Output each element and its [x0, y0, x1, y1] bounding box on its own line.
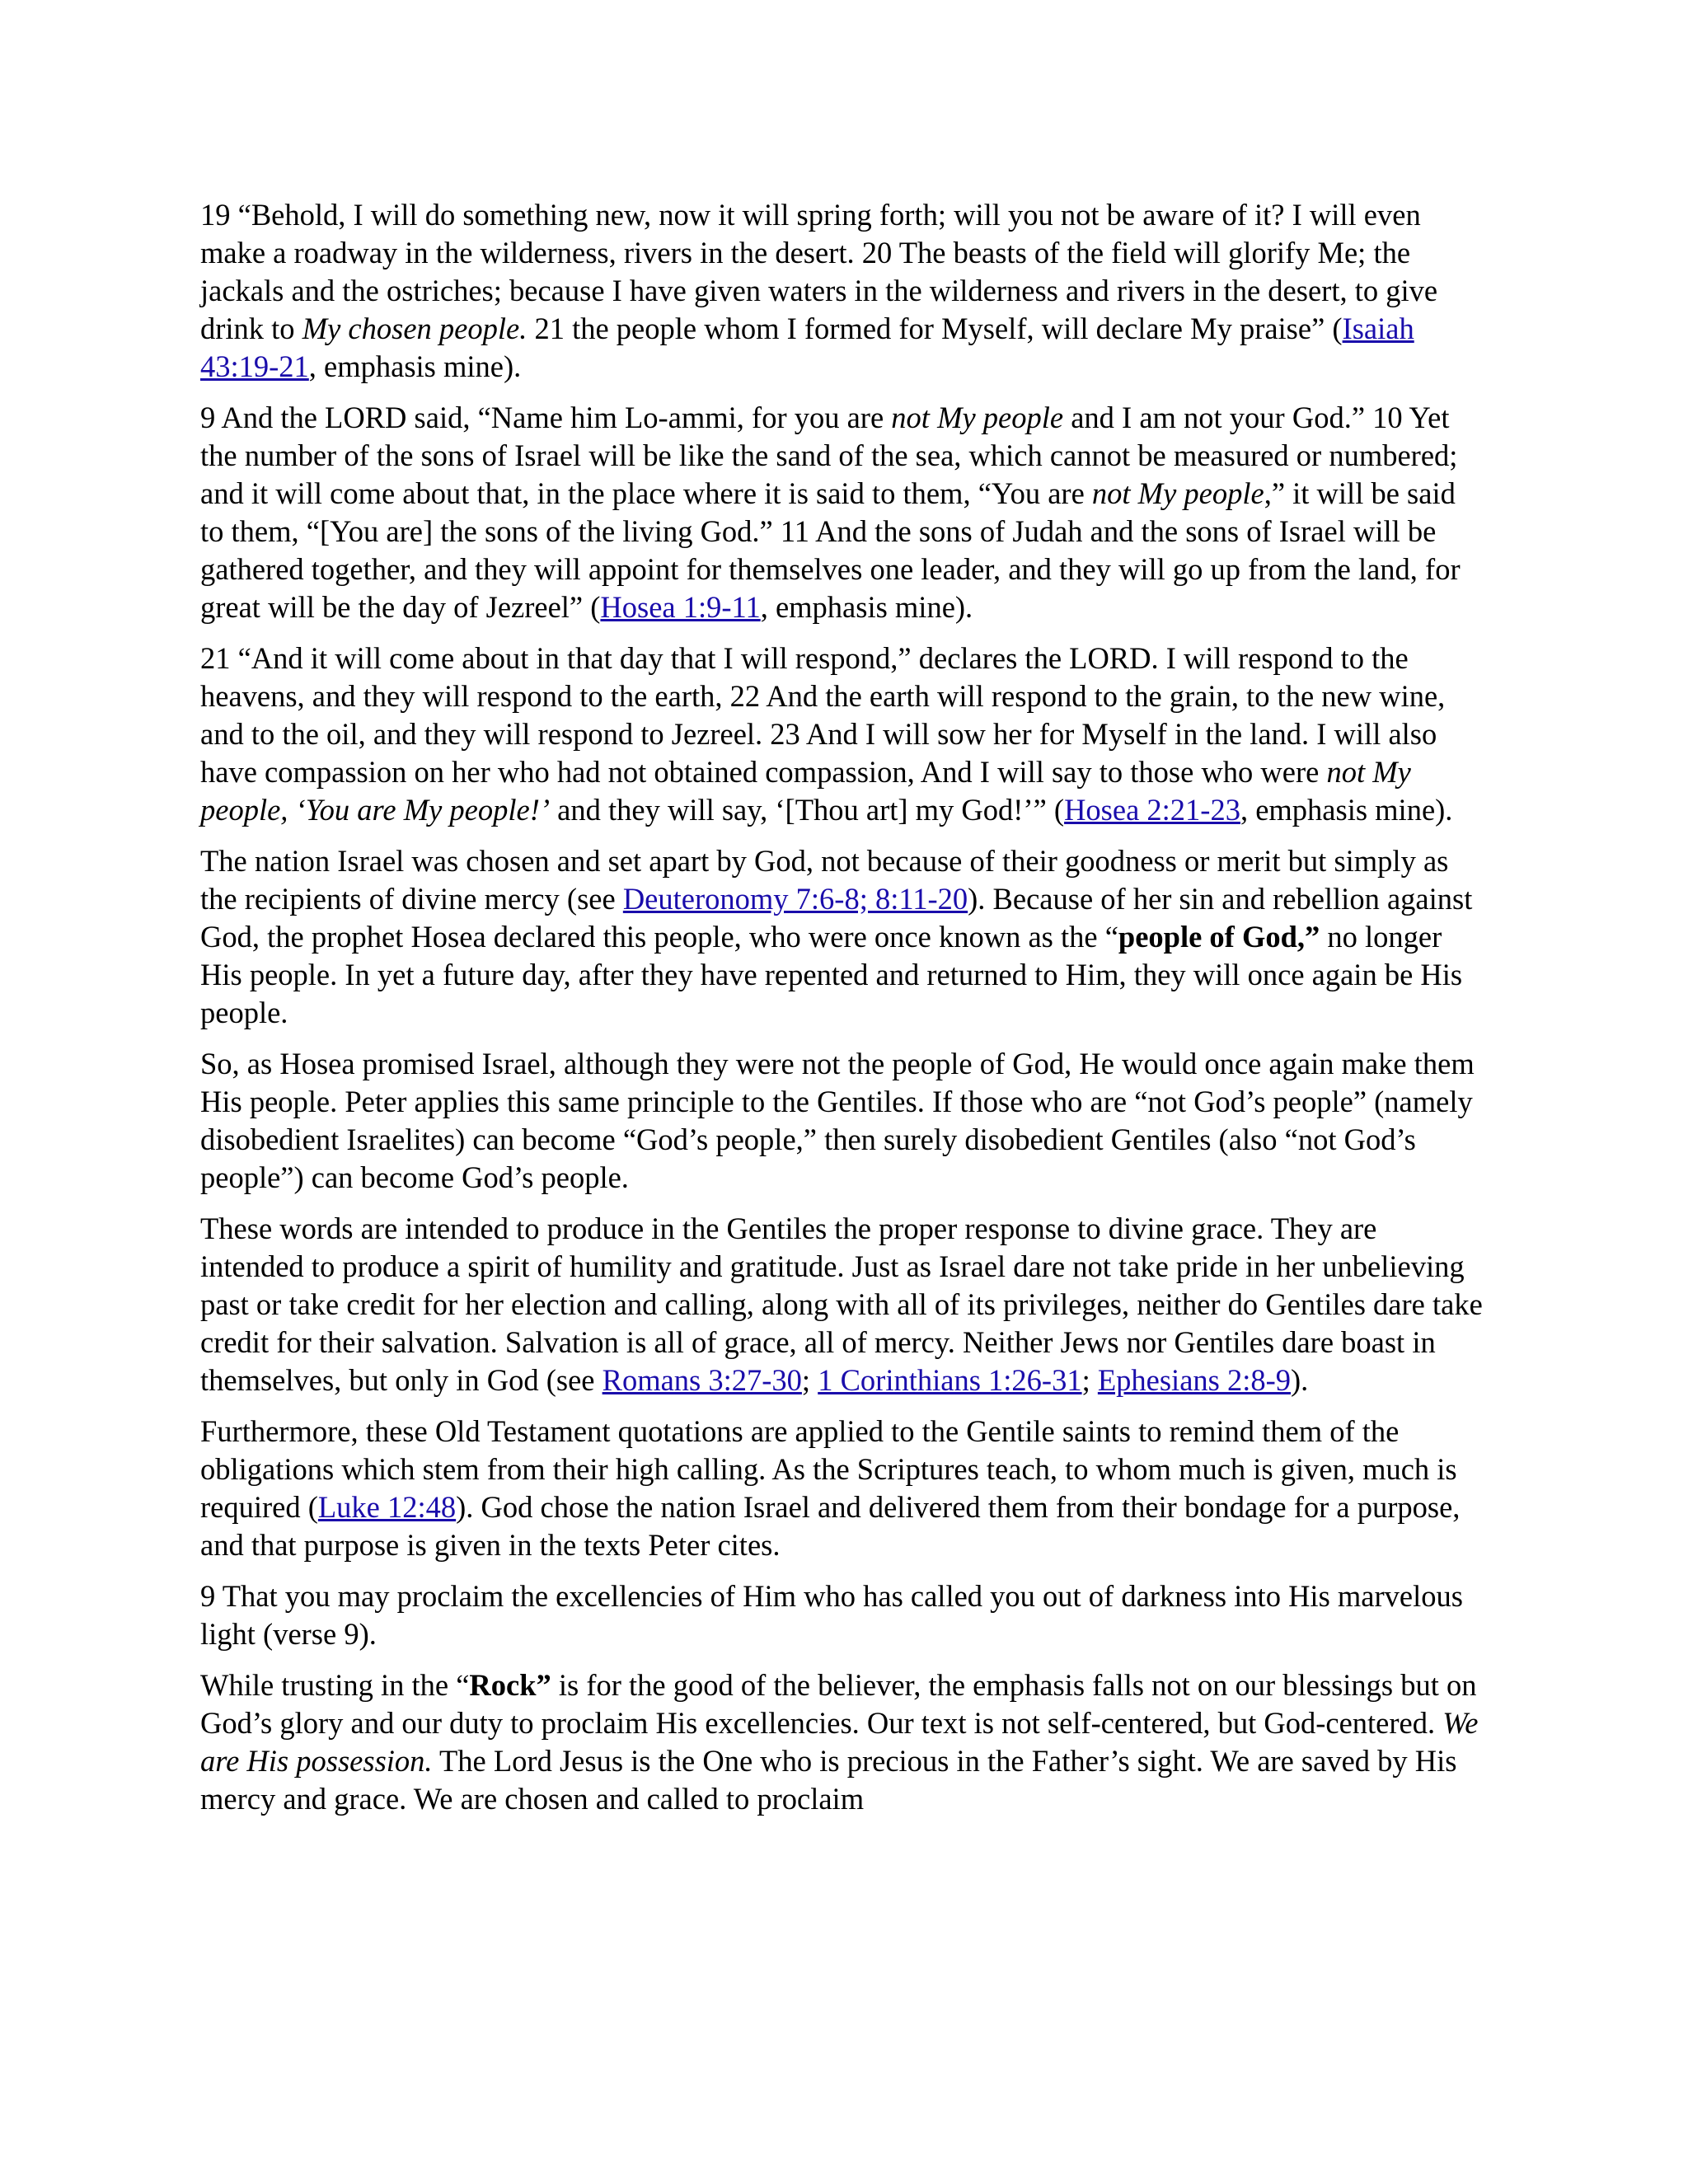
scripture-reference-link[interactable]: Deuteronomy 7:6-8; 8:11-20 — [622, 882, 968, 916]
paragraph — [200, 1210, 1486, 1399]
document-body — [200, 196, 1486, 1831]
body-text: ; — [1081, 1363, 1098, 1397]
emphasized-text: My chosen people. — [302, 312, 528, 345]
body-text: , emphasis mine). — [1240, 793, 1453, 827]
body-text: 19 “Behold, I will do something new, now it will spring forth; will you not be aware of it? I will even make a roadway in the wilderness, rivers in the desert. 20 The beasts of the field will glorify Me; the jackals and the ostriches; because I have given waters in the wilderness and rivers in the desert, to give drink to — [200, 198, 1438, 345]
scripture-reference-link[interactable]: 1 Corinthians 1:26-31 — [818, 1363, 1082, 1397]
scripture-reference-link[interactable]: Luke 12:48 — [317, 1490, 457, 1524]
body-text: 21 the people whom I formed for Myself, will declare My praise” ( — [527, 312, 1343, 345]
bold-text: people of God,” — [1118, 920, 1320, 954]
body-text: ). — [1291, 1363, 1309, 1397]
body-text: The nation Israel was chosen and set apart by God, not because of their goodness or merit but simply as the recipients of divine mercy (see — [200, 844, 1449, 916]
body-text: These words are intended to produce in the Gentiles the proper response to divine grace. They are intended to produce a spirit of humility and gratitude. Just as Israel dare not take pride in her unbelieving past or take credit for her election and calling, along with all of its privileges, neither do Gentiles dare take credit for their salvation. Salvation is all of grace, all of mercy. Neither Jews nor Gentiles dare boast in themselves, but only in God (see — [200, 1212, 1483, 1397]
body-text: and I am not your God.” 10 Yet the number of the sons of Israel will be like the sand of the sea, which cannot be measured or numbered; and it will come about that, in the place where it is said to them, “You are — [200, 401, 1458, 510]
body-text: ). God chose the nation Israel and delivered them from their bondage for a purpose, and that purpose is given in the texts Peter cites. — [200, 1490, 1461, 1562]
emphasized-text: not My people — [891, 401, 1064, 434]
paragraph — [200, 1045, 1486, 1197]
paragraph — [200, 399, 1486, 626]
body-text: ,” it will be said to them, “[You are] the sons of the living God.” 11 And the sons of Judah and the sons of Israel will be gathered together, and they will appoint for themselves one leader, and they will go up from the land, for great will be the day of Jezreel” ( — [200, 476, 1461, 624]
body-text: ; — [801, 1363, 818, 1397]
emphasized-text: not My people — [1091, 476, 1264, 510]
scripture-reference-link[interactable]: Romans 3:27-30 — [602, 1363, 802, 1397]
body-text: ). Because of her sin and rebellion against God, the prophet Hosea declared this people, who were once known as the “ — [200, 882, 1473, 954]
paragraph — [200, 1577, 1486, 1653]
paragraph — [200, 842, 1486, 1032]
body-text: So, as Hosea promised Israel, although they were not the people of God, He would once again make them His people. Peter applies this same principle to the Gentiles. If those who are “not God’s people” (namely disobedient Israelites) can become “God’s people,” then surely disobedient Gentiles (also “not God’s people”) can become God’s people. — [200, 1047, 1475, 1194]
body-text: 21 “And it will come about in that day that I will respond,” declares the LORD. I will respond to the heavens, and they will respond to the earth, 22 And the earth will respond to the grain, to the new wine, and to the oil, and they will respond to Jezreel. 23 And I will sow her for Myself in the land. I will also have compassion on her who had not obtained compassion, And I will say to those who were — [200, 641, 1446, 789]
body-text: The Lord Jesus is the One who is precious in the Father’s sight. We are saved by His mercy and grace. We are chosen and called to proclaim — [200, 1744, 1457, 1816]
body-text: no longer His people. In yet a future day, after they have repented and returned to Him, they will once again be His people. — [200, 920, 1463, 1029]
body-text: , emphasis mine). — [760, 590, 973, 624]
scripture-reference-link[interactable]: Hosea 2:21-23 — [1064, 793, 1240, 827]
body-text: 9 And the LORD said, “Name him Lo-ammi, for you are — [200, 401, 892, 434]
paragraph — [200, 1413, 1486, 1564]
paragraph — [200, 640, 1486, 829]
paragraph — [200, 196, 1486, 386]
body-text: 9 That you may proclaim the excellencies of Him who has called you out of darkness into His marvelous light (verse 9). — [200, 1579, 1463, 1651]
paragraph — [200, 1666, 1486, 1818]
body-text: is for the good of the believer, the emphasis falls not on our blessings but on God’s glory and our duty to proclaim His excellencies. Our text is not self-centered, but God-centered. — [200, 1668, 1477, 1740]
scripture-reference-link[interactable]: Isaiah 43:19-21 — [200, 312, 1414, 383]
emphasized-text: We are His possession. — [200, 1706, 1479, 1778]
scripture-reference-link[interactable]: Hosea 1:9-11 — [600, 590, 761, 624]
body-text: and they will say, ‘[Thou art] my God!’” ( — [550, 793, 1065, 827]
bold-text: Rock” — [469, 1668, 551, 1702]
body-text: While trusting in the “ — [200, 1668, 470, 1702]
body-text: Furthermore, these Old Testament quotations are applied to the Gentile saints to remind them of the obligations which stem from their high calling. As the Scriptures teach, to whom much is given, much is required ( — [200, 1414, 1457, 1524]
emphasized-text: not My people, ‘You are My people!’ — [200, 755, 1411, 827]
body-text: , emphasis mine). — [308, 349, 522, 383]
scripture-reference-link[interactable]: Ephesians 2:8-9 — [1097, 1363, 1292, 1397]
